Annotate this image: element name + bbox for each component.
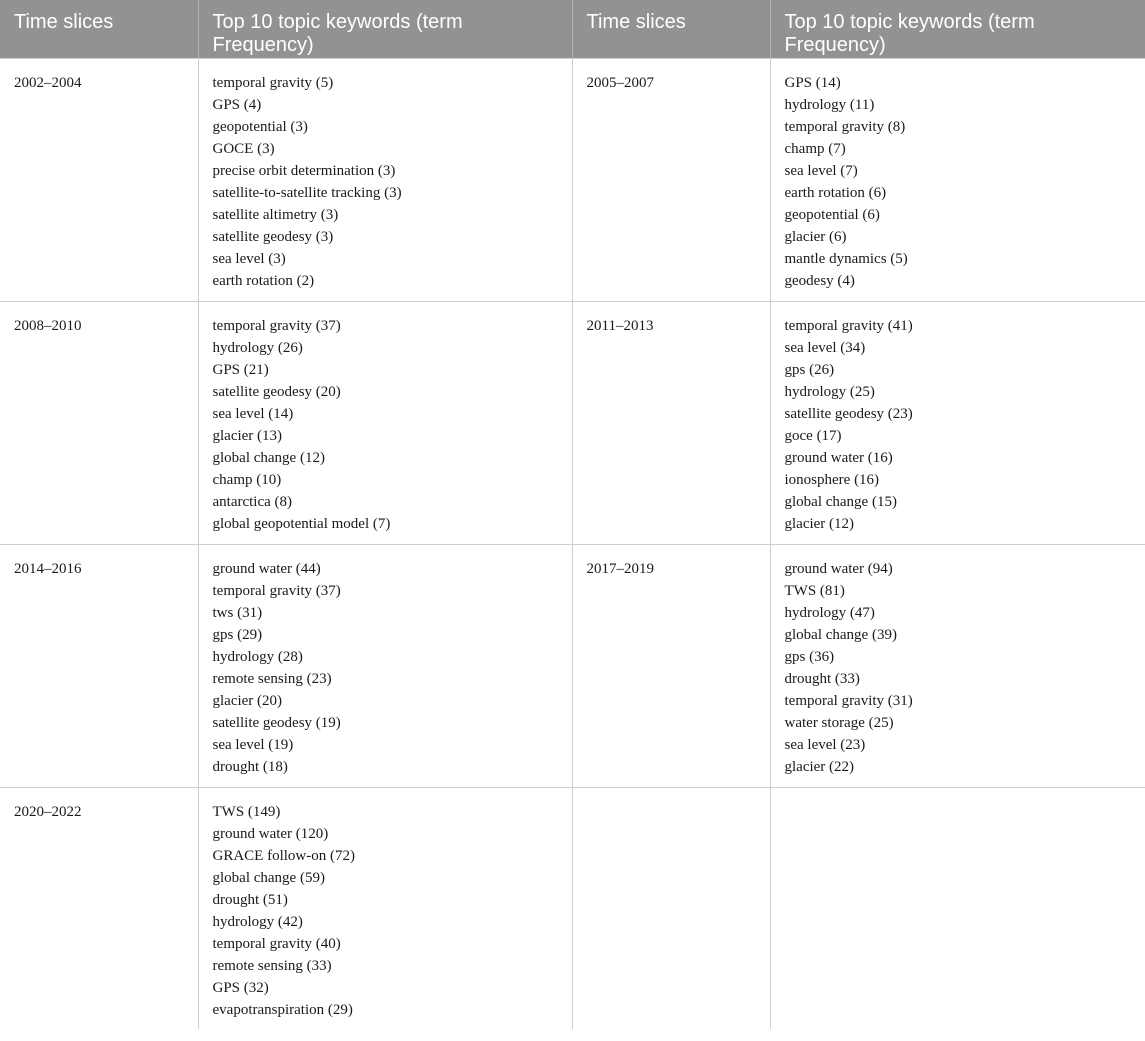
keyword-item: tws (31) <box>212 604 263 621</box>
keyword-item: glacier (20) <box>212 692 283 709</box>
keyword-item: goce (17) <box>784 427 842 444</box>
keyword-item: precise orbit determination (3) <box>212 162 396 179</box>
keyword-item: GOCE (3) <box>212 140 275 157</box>
keyword-item: satellite geodesy (19) <box>212 714 341 731</box>
keyword-item: earth rotation (6) <box>784 184 887 201</box>
keyword-item: ground water (120) <box>212 825 329 842</box>
keyword-item: GPS (4) <box>212 96 262 113</box>
keywords-cell <box>770 787 1145 1029</box>
keyword-item: earth rotation (2) <box>212 272 315 289</box>
keyword-item: global change (12) <box>212 449 325 466</box>
keyword-list <box>785 558 1132 778</box>
keyword-item: mantle dynamics (5) <box>784 250 908 267</box>
time-slice-cell <box>572 787 770 1029</box>
time-slice-cell: 2017–2019 <box>572 544 770 787</box>
keyword-item: hydrology (47) <box>784 604 875 621</box>
table-body <box>0 58 1145 1029</box>
keyword-item: TWS (149) <box>212 803 281 820</box>
keyword-item: GPS (14) <box>784 74 841 91</box>
keyword-item: global change (39) <box>784 626 897 643</box>
keyword-item: temporal gravity (5) <box>212 74 334 91</box>
keyword-item: satellite altimetry (3) <box>212 206 339 223</box>
keywords-cell <box>198 58 572 301</box>
keyword-item: glacier (6) <box>784 228 847 245</box>
time-slice-cell: 2002–2004 <box>0 58 198 301</box>
keyword-item: sea level (34) <box>784 339 866 356</box>
table-header <box>0 0 1145 58</box>
time-slice-cell: 2020–2022 <box>0 787 198 1029</box>
keyword-item: remote sensing (33) <box>212 957 332 974</box>
keyword-item: temporal gravity (40) <box>212 935 341 952</box>
keywords-cell <box>198 787 572 1029</box>
header-row <box>0 0 1145 58</box>
keyword-item: ground water (94) <box>784 560 893 577</box>
keyword-item: water storage (25) <box>784 714 894 731</box>
keyword-list <box>213 558 558 778</box>
table-row <box>0 301 1145 544</box>
keywords-cell <box>770 544 1145 787</box>
keyword-item: temporal gravity (31) <box>784 692 913 709</box>
keyword-list <box>785 315 1132 535</box>
keyword-item: antarctica (8) <box>212 493 293 510</box>
keyword-item: satellite geodesy (23) <box>784 405 913 422</box>
keyword-item: temporal gravity (37) <box>212 317 341 334</box>
keyword-item: ground water (16) <box>784 449 893 466</box>
keyword-item: hydrology (42) <box>212 913 303 930</box>
keyword-item: sea level (14) <box>212 405 294 422</box>
keyword-list <box>213 315 558 535</box>
keyword-item: glacier (22) <box>784 758 855 775</box>
header-top-keywords-2: Top 10 topic keywords (term Frequency) <box>770 0 1145 58</box>
keyword-item: global change (59) <box>212 869 325 886</box>
keyword-item: hydrology (25) <box>784 383 875 400</box>
keyword-item: GRACE follow-on (72) <box>212 847 355 864</box>
time-slice-cell: 2005–2007 <box>572 58 770 301</box>
keyword-item: hydrology (26) <box>212 339 303 356</box>
keyword-item: hydrology (11) <box>784 96 875 113</box>
header-top-keywords: Top 10 topic keywords (term Frequency) <box>198 0 572 58</box>
keyword-item: glacier (12) <box>784 515 855 532</box>
keyword-item: ionosphere (16) <box>784 471 880 488</box>
keyword-item: ground water (44) <box>212 560 321 577</box>
keyword-item: evapotranspiration (29) <box>212 1001 353 1018</box>
keyword-item: global change (15) <box>784 493 897 510</box>
keyword-item: sea level (7) <box>784 162 858 179</box>
keyword-item: geodesy (4) <box>784 272 855 289</box>
keywords-cell <box>198 544 572 787</box>
keyword-item: drought (33) <box>784 670 860 687</box>
keyword-item: drought (18) <box>212 758 288 775</box>
keyword-item: sea level (19) <box>212 736 294 753</box>
keyword-item: sea level (3) <box>212 250 286 267</box>
keyword-item: hydrology (28) <box>212 648 303 665</box>
keyword-item: satellite geodesy (3) <box>212 228 334 245</box>
keyword-item: champ (7) <box>784 140 846 157</box>
keyword-item: temporal gravity (41) <box>784 317 913 334</box>
keywords-cell <box>770 58 1145 301</box>
keywords-cell <box>198 301 572 544</box>
keyword-item: satellite-to-satellite tracking (3) <box>212 184 402 201</box>
keyword-item: geopotential (6) <box>784 206 880 223</box>
keyword-item: sea level (23) <box>784 736 866 753</box>
keyword-list <box>213 72 558 292</box>
keyword-item: satellite geodesy (20) <box>212 383 341 400</box>
time-slice-cell: 2011–2013 <box>572 301 770 544</box>
header-time-slices-2: Time slices <box>572 0 770 58</box>
keyword-item: gps (29) <box>212 626 263 643</box>
keyword-item: gps (26) <box>784 361 835 378</box>
keyword-item: temporal gravity (8) <box>784 118 906 135</box>
keyword-item: remote sensing (23) <box>212 670 332 687</box>
time-slice-cell: 2014–2016 <box>0 544 198 787</box>
keyword-item: gps (36) <box>784 648 835 665</box>
keyword-item: champ (10) <box>212 471 282 488</box>
keyword-item: drought (51) <box>212 891 288 908</box>
keywords-cell <box>770 301 1145 544</box>
table-row <box>0 58 1145 301</box>
keyword-item: glacier (13) <box>212 427 283 444</box>
table-row <box>0 544 1145 787</box>
keyword-item: TWS (81) <box>784 582 845 599</box>
keyword-list <box>213 801 558 1021</box>
header-time-slices: Time slices <box>0 0 198 58</box>
keyword-item: global geopotential model (7) <box>212 515 391 532</box>
table-row <box>0 787 1145 1029</box>
keyword-item: temporal gravity (37) <box>212 582 341 599</box>
keyword-item: geopotential (3) <box>212 118 308 135</box>
time-slice-cell: 2008–2010 <box>0 301 198 544</box>
keyword-item: GPS (21) <box>212 361 269 378</box>
keyword-item: GPS (32) <box>212 979 269 996</box>
keyword-list <box>785 72 1132 292</box>
